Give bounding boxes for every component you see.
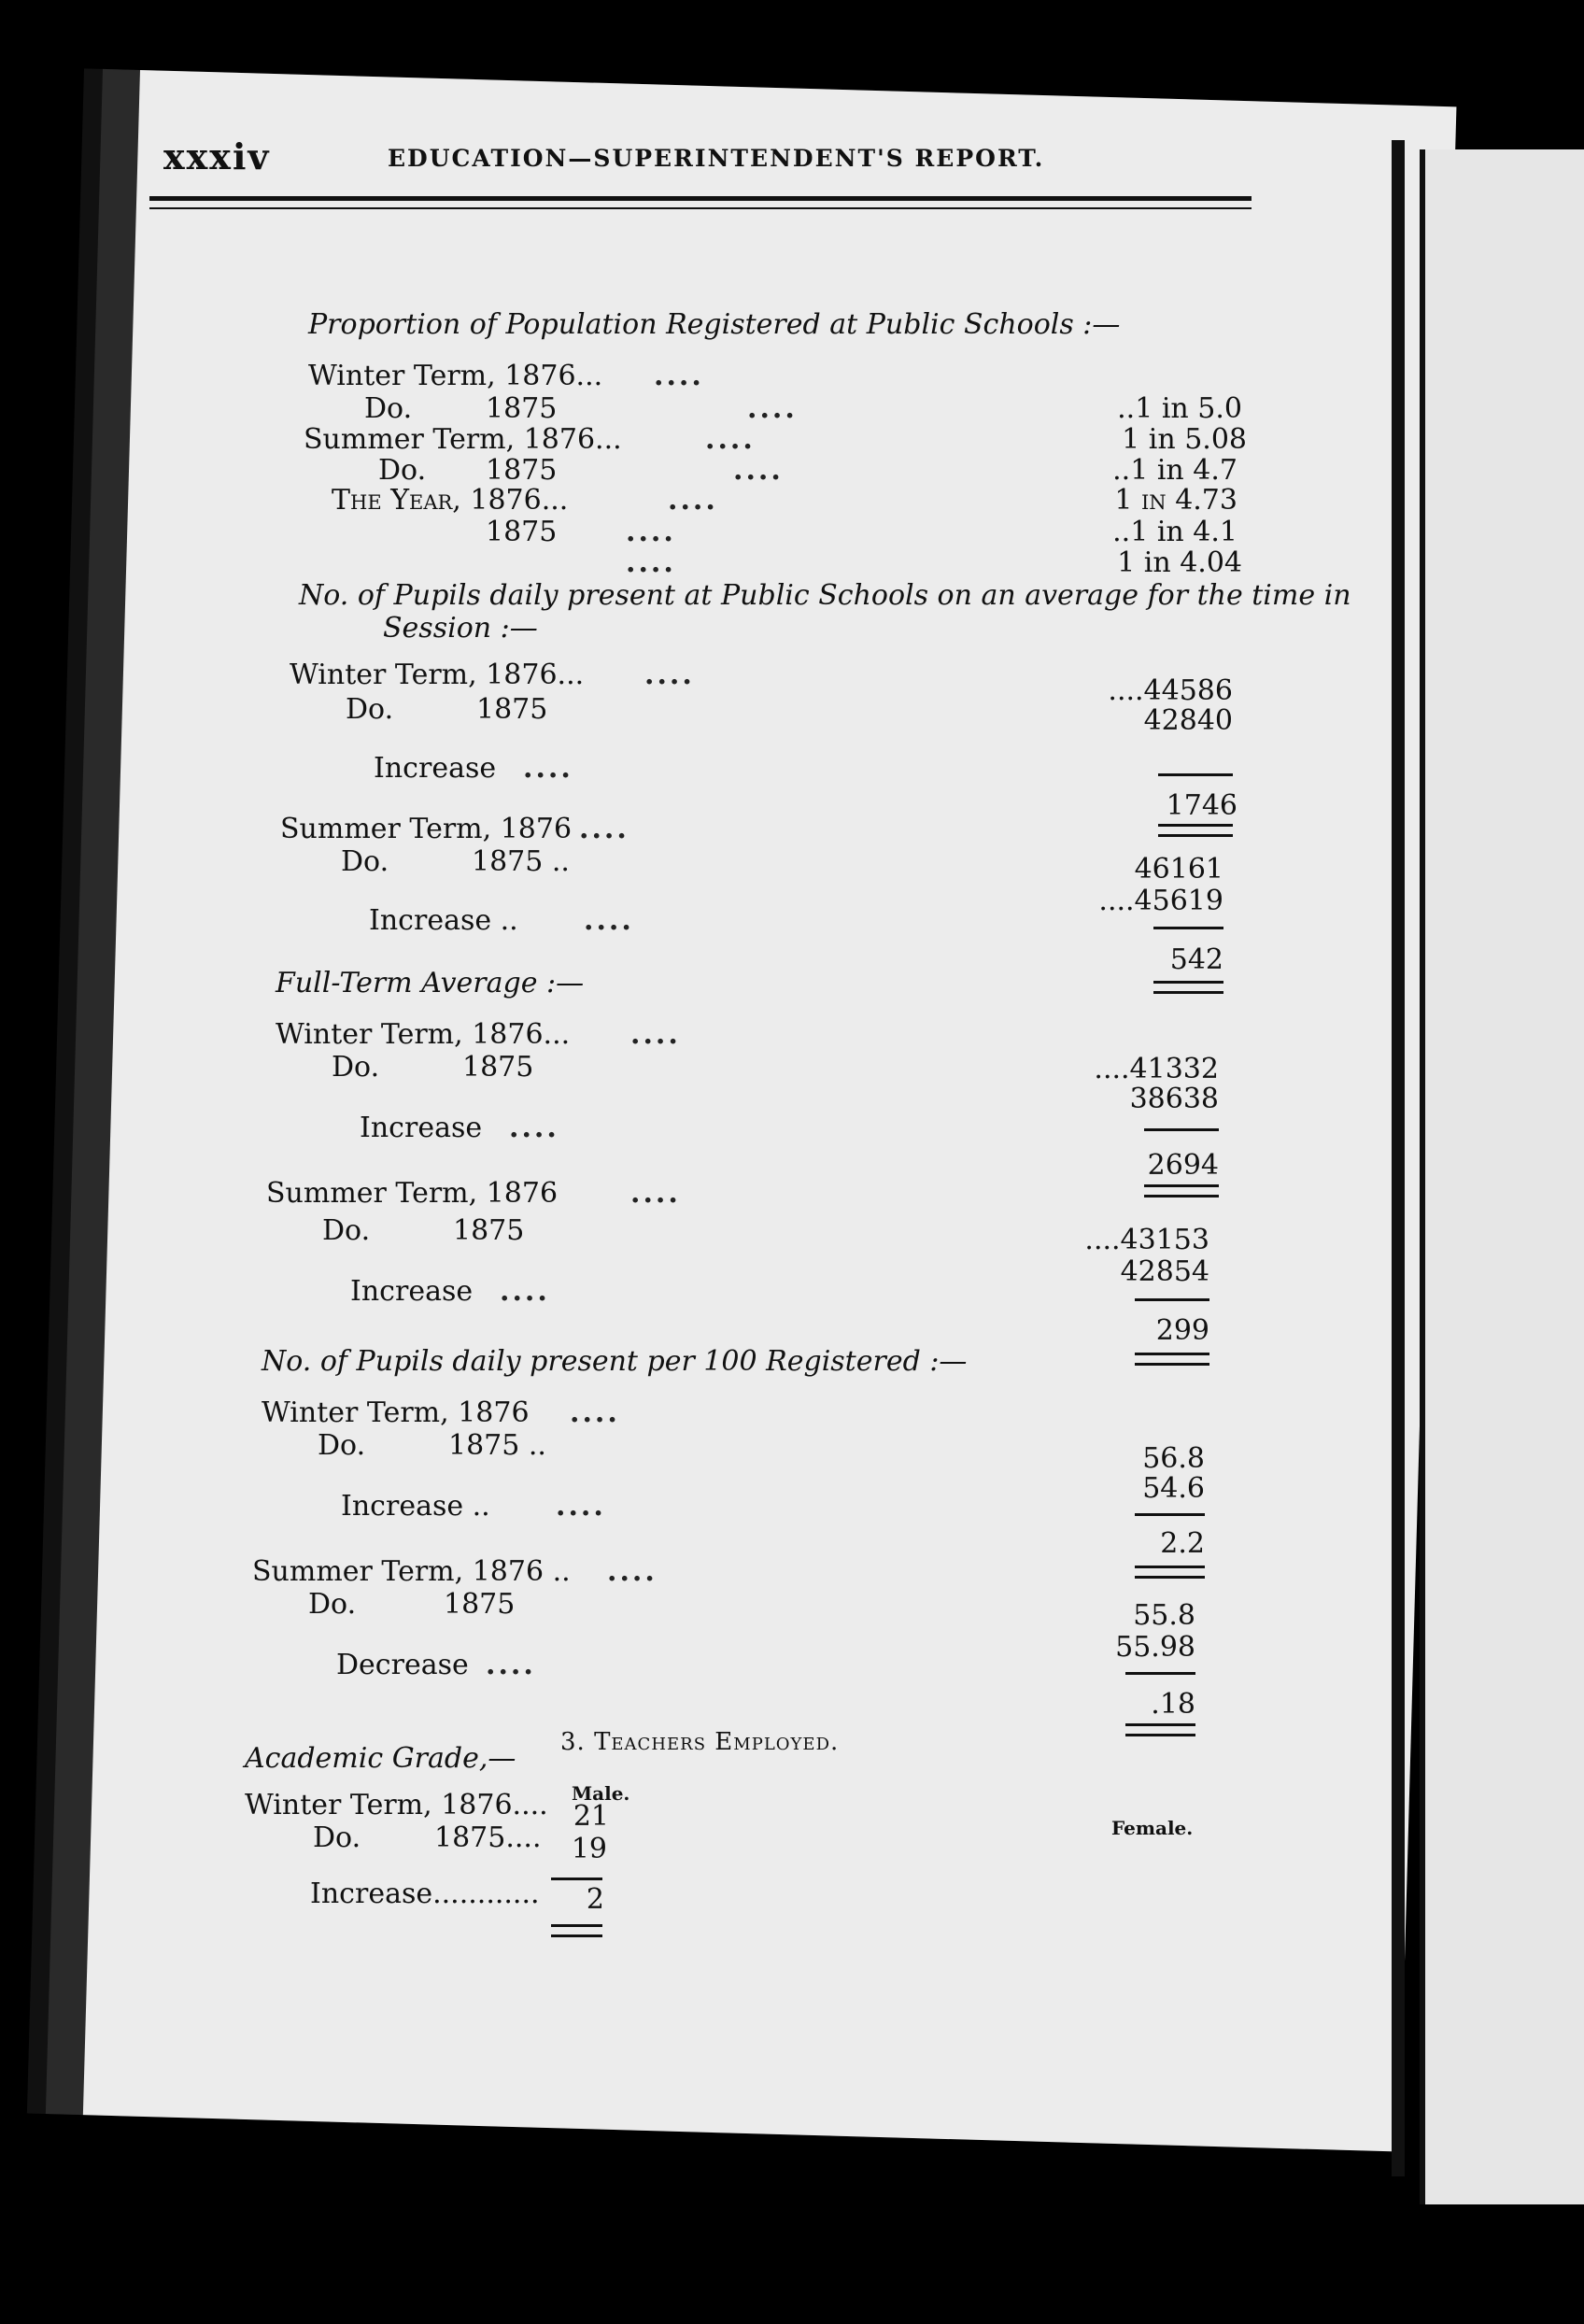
row-label: Do. — [322, 1214, 371, 1247]
row-value: 46161 — [1134, 853, 1223, 886]
leader-dots: .... — [630, 1177, 681, 1210]
row-label: Winter Term, 1876... — [308, 360, 603, 392]
page-header — [163, 135, 1275, 182]
row-year: 1875 — [486, 392, 558, 425]
row-year: 1875 — [462, 1051, 534, 1084]
increase-row — [341, 1490, 1205, 1560]
leader-dots: .... — [500, 1275, 550, 1308]
leader-dots: .... — [579, 813, 629, 845]
row-year: 1875 — [453, 1214, 525, 1247]
total-double-rule — [1135, 1353, 1209, 1366]
row-label: Winter Term, 1876... — [276, 1018, 571, 1051]
header-rule-thick — [149, 196, 1252, 201]
male-count: 21 — [573, 1800, 609, 1833]
winter-term-row — [276, 1018, 1219, 1054]
row-label: Summer Term, 1876 — [280, 813, 573, 845]
section-heading-daily-present: No. of Pupils daily present at Public Schools on an average for the time in — [299, 579, 1351, 612]
running-title: EDUCATION—SUPERINTENDENT'S REPORT. — [388, 145, 1045, 172]
do-row — [318, 1429, 1205, 1505]
row-label: Do. — [318, 1429, 366, 1462]
row-label: Increase .. — [341, 1490, 490, 1523]
decrease-row — [336, 1649, 1195, 1721]
section-title-teachers: 3. Teachers Employed. — [560, 1728, 840, 1756]
section-heading-proportion: Proportion of Population Registered at Public Schools :— — [308, 308, 1121, 341]
row-value: 1 in 5.08 — [1122, 423, 1247, 456]
row-value: 56.8 — [1142, 1442, 1205, 1475]
row-year: 1875 .. — [472, 845, 570, 878]
do-row — [322, 1214, 1209, 1288]
row-value: 2 — [586, 1883, 604, 1916]
row-value: ..1 in 5.0 — [1117, 392, 1242, 425]
summer-term-row — [280, 813, 1223, 848]
row-label: The Year, 1876... — [332, 484, 569, 517]
winter-term-row — [290, 659, 1238, 694]
total-double-rule — [1125, 1723, 1195, 1736]
row-label: Summer Term, 1876... — [304, 423, 622, 456]
section-heading-continued: Session :— — [383, 612, 538, 645]
row-year: 1875 — [444, 1588, 516, 1621]
row-value: ....44586 — [1108, 674, 1233, 707]
total-double-rule — [551, 1924, 602, 1937]
row-value: 1 in 4.04 — [1117, 546, 1242, 579]
row-value: 42854 — [1120, 1255, 1209, 1288]
increase-row — [360, 1112, 1219, 1182]
row-value: ....41332 — [1094, 1053, 1219, 1085]
facing-page-edge — [1420, 149, 1584, 2204]
row-label: Winter Term, 1876... — [290, 659, 585, 691]
leader-dots: .... — [556, 1490, 606, 1523]
row-value: 54.6 — [1142, 1472, 1205, 1505]
row-label: Do. — [341, 845, 389, 878]
leader-dots: .... — [705, 423, 756, 456]
row-year: 1875 — [476, 693, 548, 726]
summer-term-row — [266, 1177, 1209, 1212]
leader-dots: .... — [654, 360, 704, 392]
academic-grade-heading: Academic Grade,— — [245, 1742, 516, 1775]
row-label: Summer Term, 1876 .. — [252, 1555, 571, 1588]
section-heading-per-100: No. of Pupils daily present per 100 Registered :— — [262, 1345, 968, 1378]
leader-dots: .... — [570, 1396, 620, 1429]
row-label: Increase — [360, 1112, 483, 1144]
teachers-row — [313, 1821, 612, 1865]
male-column-header: Male. — [572, 1782, 630, 1805]
leader-dots: .... — [509, 1112, 559, 1144]
leader-dots: .... — [630, 1018, 681, 1051]
leader-dots: .... — [626, 546, 676, 579]
row-year: 1875 .. — [448, 1429, 546, 1462]
row-label: Winter Term, 1876 — [262, 1396, 530, 1429]
row-label: Increase............ — [310, 1878, 540, 1910]
leader-dots: .... — [733, 454, 784, 487]
row-value: 299 — [1155, 1314, 1209, 1347]
leader-dots: .... — [607, 1555, 658, 1588]
row-value: 55.98 — [1115, 1631, 1195, 1664]
row-value: 2.2 — [1160, 1527, 1205, 1560]
row-value: 1746 — [1166, 789, 1238, 822]
leader-dots: .... — [668, 484, 718, 517]
row-year: 1875 — [486, 516, 558, 548]
increase-row — [350, 1275, 1209, 1347]
row-label: Winter Term, 1876.... — [245, 1789, 548, 1821]
row-year: 1875.... — [434, 1821, 542, 1854]
row-label: Summer Term, 1876 — [266, 1177, 559, 1210]
row-label: Increase .. — [369, 904, 518, 937]
row-label: Do. — [346, 693, 394, 726]
summer-term-row — [252, 1555, 1195, 1591]
leader-dots: .... — [747, 392, 798, 425]
teachers-row — [245, 1789, 618, 1833]
leader-dots: .... — [523, 752, 573, 785]
row-value: ....45619 — [1098, 885, 1223, 917]
row-label: Do. — [313, 1821, 361, 1854]
row-value: 55.8 — [1133, 1599, 1195, 1632]
page-fold — [1392, 140, 1405, 2176]
total-double-rule — [1153, 981, 1223, 994]
leader-dots: .... — [626, 516, 676, 548]
row-label: Increase — [350, 1275, 474, 1308]
leader-dots: .... — [584, 904, 634, 937]
do-row — [346, 674, 1233, 737]
row-label: Do. — [332, 1051, 380, 1084]
proportion-row — [486, 546, 1242, 582]
header-rule-thin — [149, 207, 1252, 209]
proportion-row — [308, 360, 1242, 395]
row-value: 1 in 4.73 — [1114, 484, 1238, 517]
leader-dots: .... — [644, 659, 695, 691]
do-row — [332, 1051, 1219, 1115]
row-value: ..1 in 4.7 — [1112, 454, 1238, 487]
female-column-header: Female. — [1111, 1817, 1194, 1839]
row-value: 38638 — [1129, 1083, 1219, 1115]
row-value: ....43153 — [1084, 1224, 1209, 1256]
row-year: 1875 — [486, 454, 558, 487]
row-label: Do. — [364, 392, 413, 425]
row-value: 2694 — [1147, 1149, 1219, 1182]
male-count: 19 — [571, 1833, 607, 1865]
row-value: 542 — [1169, 943, 1223, 976]
row-label: Do. — [378, 454, 427, 487]
proportion-row — [332, 484, 1238, 519]
row-value: .18 — [1151, 1688, 1195, 1721]
leader-dots: .... — [486, 1649, 536, 1681]
section-heading-full-term: Full-Term Average :— — [276, 967, 585, 999]
page-number: xxxiv — [163, 135, 271, 177]
row-label: Decrease — [336, 1649, 469, 1681]
do-row — [341, 845, 1223, 917]
row-label: Increase — [374, 752, 497, 785]
increase-row — [369, 904, 1223, 976]
winter-term-row — [262, 1396, 1205, 1432]
increase-row — [310, 1878, 609, 1916]
row-label: Do. — [308, 1588, 357, 1621]
row-value: 42840 — [1143, 704, 1233, 737]
row-value: ..1 in 4.1 — [1112, 516, 1238, 548]
do-row — [308, 1588, 1195, 1664]
increase-row — [374, 752, 1238, 822]
